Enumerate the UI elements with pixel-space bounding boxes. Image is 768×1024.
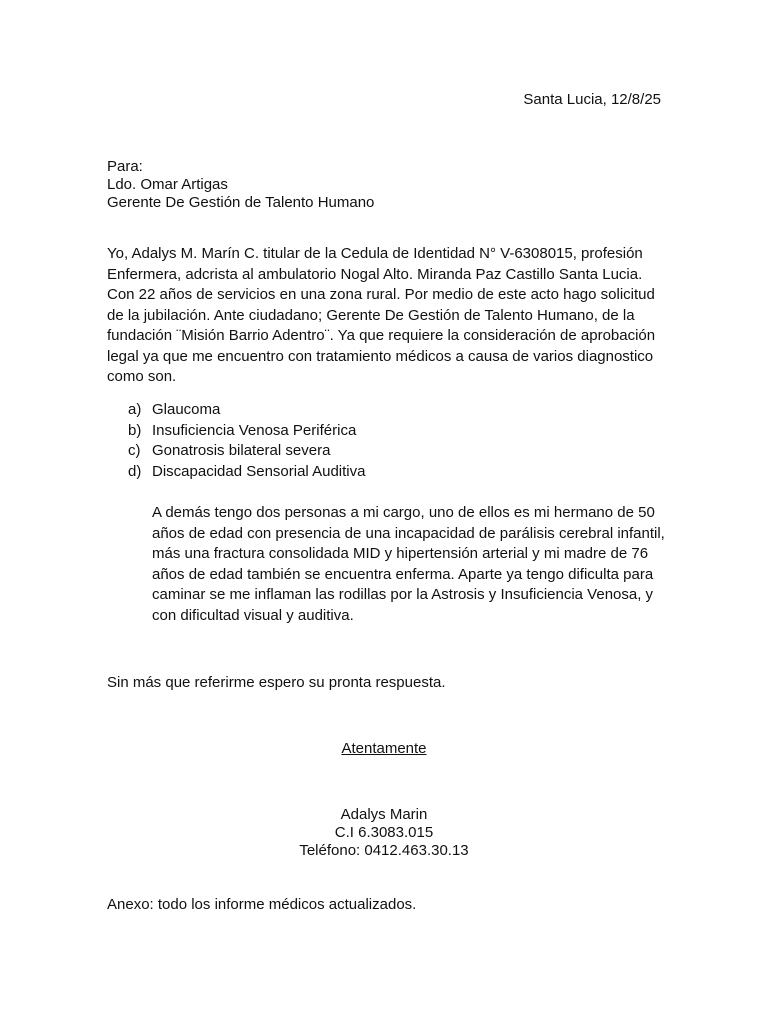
recipient-name: Ldo. Omar Artigas (107, 176, 228, 193)
diagnosis-item (107, 462, 667, 483)
diagnosis-item (107, 400, 667, 421)
signature-name: Adalys Marin (340, 806, 428, 823)
closing-line: Sin más que referirme espero su pronta respuesta. (107, 674, 446, 691)
diagnosis-marker: d) (128, 462, 142, 480)
regards-line (0, 739, 768, 760)
diagnosis-item (107, 421, 667, 442)
recipient-block (107, 158, 374, 212)
annex-line: Anexo: todo los informe médicos actualizados. (107, 896, 417, 913)
diagnosis-item (107, 441, 667, 462)
diagnosis-marker: b) (128, 421, 142, 439)
additional-paragraph: A demás tengo dos personas a mi cargo, uno de ellos es mi hermano de 50 años de edad con presencia de una incapacidad de parálisis cerebral infantil, más una fractura consolidada MID y hipertensión arterial y mi madre de 76 años de edad también se encuentra enferma. Aparte ya tengo dificulta para caminar se me inflaman las rodillas por la Astrosis y Insuficiencia Venosa, y con dificultad visual y auditiva. (152, 504, 665, 624)
recipient-position: Gerente De Gestión de Talento Humano (107, 194, 375, 211)
diagnosis-marker: c) (128, 442, 141, 459)
diagnosis-list (107, 400, 667, 482)
signature-block (0, 806, 768, 860)
regards-text: Atentamente (341, 740, 427, 757)
diagnosis-text: Insuficiencia Venosa Periférica (152, 421, 357, 439)
diagnosis-text: Discapacidad Sensorial Auditiva (152, 462, 366, 480)
signature-phone: Teléfono: 0412.463.30.13 (299, 842, 469, 859)
body-paragraph: Yo, Adalys M. Marín C. titular de la Cedula de Identidad N° V-6308015, profesión Enfermera, adcrista al ambulatorio Nogal Alto. Miranda Paz Castillo Santa Lucia. Con 22 años de servicios en una zona rural. Por medio de este acto hago solicitud de la jubilación. Ante ciudadano; Gerente De Gestión de Talento Humano, de la fundación ¨Misión Barrio Adentro¨. Ya que requiere la consideración de aprobación legal ya que me encuentro con tratamiento médicos a causa de varios diagnostico como son. (107, 245, 656, 385)
recipient-para-label: Para: (107, 158, 143, 175)
diagnosis-text: Glaucoma (152, 401, 221, 418)
place-date: Santa Lucia, 12/8/25 (523, 91, 661, 108)
diagnosis-text: Gonatrosis bilateral severa (152, 442, 331, 459)
diagnosis-marker: a) (128, 401, 142, 418)
signature-id: C.I 6.3083.015 (334, 824, 434, 841)
